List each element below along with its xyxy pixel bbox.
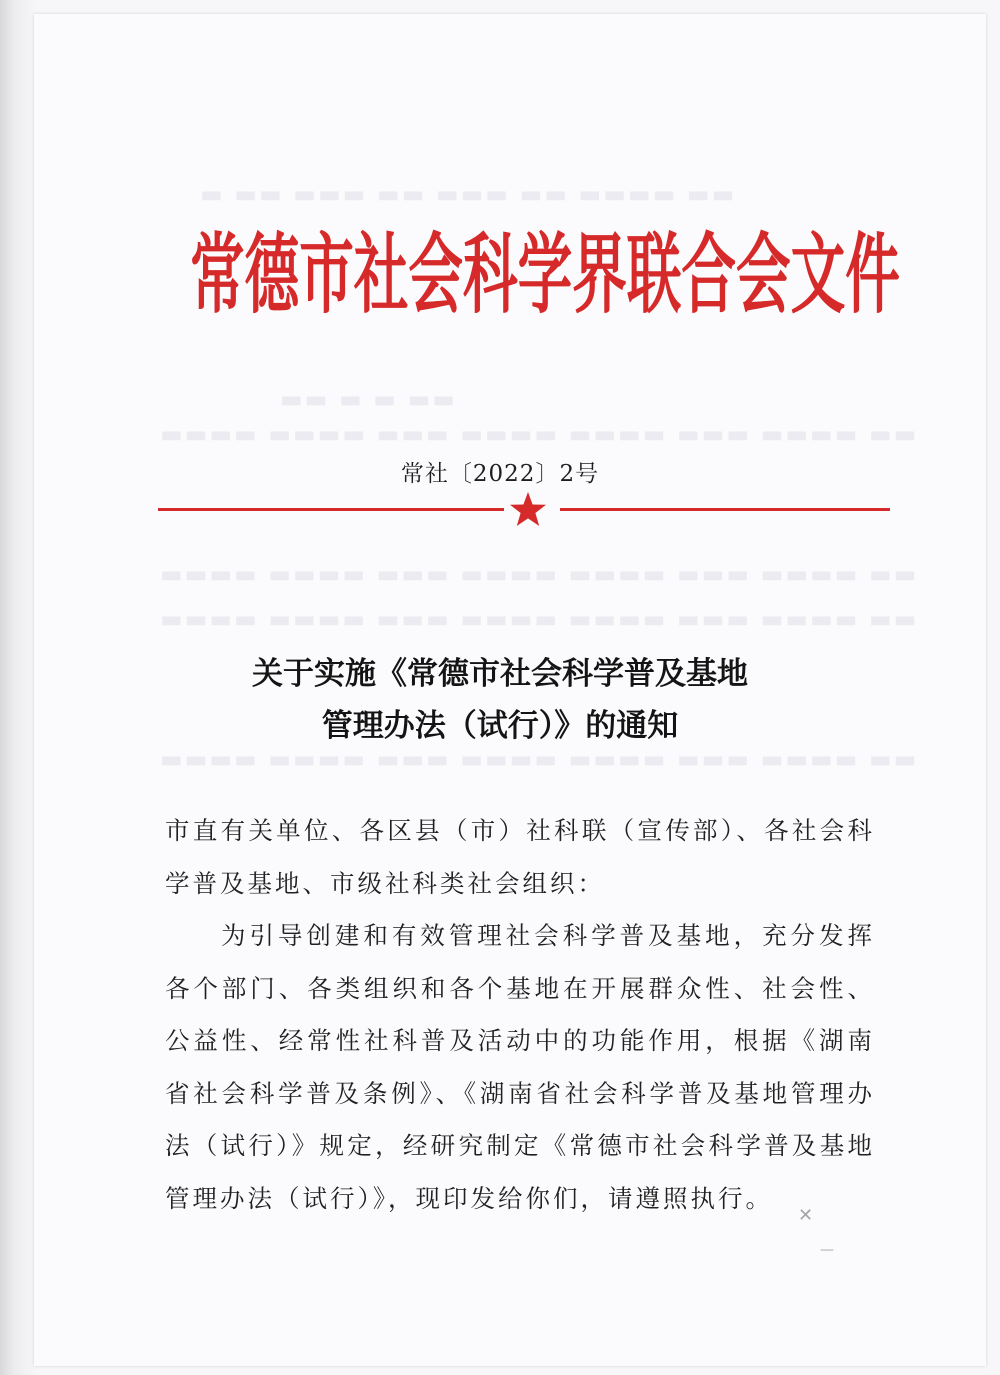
notice-body [165,805,875,1225]
notice-title-line-1: 关于实施《常德市社会科学普及基地 [252,656,748,692]
star-icon [508,490,548,530]
header-divider-left [158,508,504,511]
body-paragraph: 为引导创建和有效管理社会科学普及基地，充分发挥各个部门、各类组织和各个基地在开展群众性、社会性、公益性、经常性社科普及活动中的功能作用，根据《湖南省社会科学普及条例》、《湖南省社会科学普及基地管理办法（试行）》规定，经研究制定《常德市社会科学普及基地管理办法（试行）》，现印发给你们，请遵照执行。 [165,921,875,1213]
notice-title [0,648,1000,752]
notice-title-line-2: 管理办法（试行）》的通知 [321,708,679,744]
issuing-organization-title: 常德市社会科学界联合会文件 [190,224,900,327]
header-divider-right [560,508,890,511]
scan-speck: ✕ [798,1205,814,1226]
document-number: 常社〔2022〕2号 [400,461,600,487]
addressee-line: 市直有关单位、各区县（市）社科联（宣传部）、各社会科学普及基地、市级社科类社会组织： [165,816,875,898]
scan-speck: — [820,1242,834,1258]
